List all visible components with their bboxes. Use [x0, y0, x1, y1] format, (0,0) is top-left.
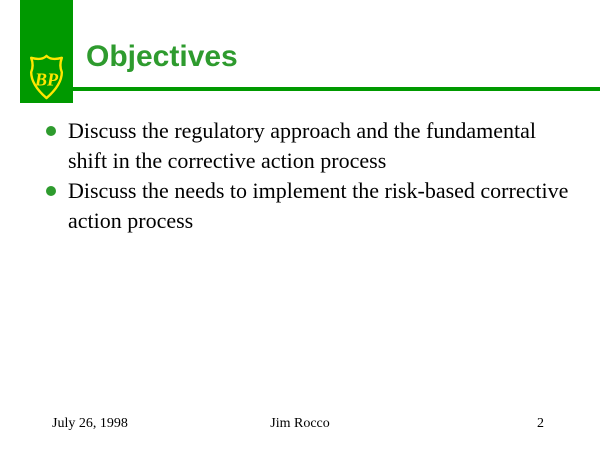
bullet-dot-icon [46, 126, 56, 136]
footer [0, 416, 600, 436]
footer-page-number: 2 [537, 416, 544, 431]
bullet-text: Discuss the needs to implement the risk-based corrective action process [68, 178, 569, 233]
bp-shield-icon [26, 54, 67, 100]
page-title: Objectives [86, 40, 238, 73]
list-item [46, 116, 576, 176]
footer-date: July 26, 1998 [52, 416, 128, 431]
title-underline-rule [73, 87, 600, 91]
bp-logo-text: BP [34, 69, 59, 90]
bullet-dot-icon [46, 186, 56, 196]
bp-logo-block [20, 0, 73, 103]
bullet-text: Discuss the regulatory approach and the fundamental shift in the corrective action process [68, 118, 536, 173]
bullet-list [46, 116, 576, 236]
list-item [46, 176, 576, 236]
footer-author: Jim Rocco [270, 416, 330, 431]
